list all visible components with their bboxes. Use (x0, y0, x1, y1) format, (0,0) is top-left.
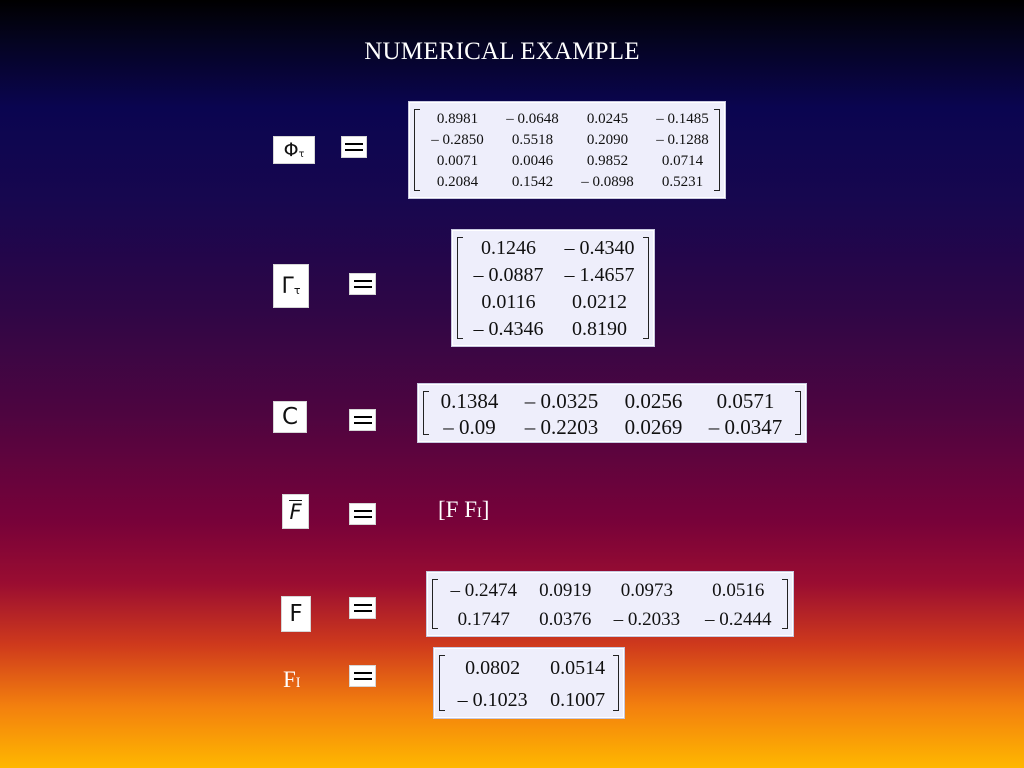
gamma-matrix (452, 230, 654, 346)
matrix-cell: 0.0919 (539, 579, 592, 601)
matrix-row (445, 684, 615, 716)
matrix-row (420, 172, 720, 193)
f-matrix (427, 572, 793, 636)
matrix-cell: 0.0212 (572, 291, 627, 313)
matrix-row (445, 652, 615, 684)
matrix-cell: 0.0071 (436, 153, 479, 169)
matrix-cell: 0.0376 (539, 608, 592, 630)
equals-icon (349, 597, 376, 619)
fbar-symbol: F (282, 494, 309, 529)
equals-icon (349, 503, 376, 525)
matrix-cell: 0.1384 (440, 388, 499, 413)
matrix-cell: 0.1542 (511, 174, 554, 190)
matrix-cell: 0.0973 (620, 579, 673, 601)
matrix-row (463, 316, 645, 343)
matrix-cell: 0.2090 (586, 132, 629, 148)
matrix-cell: 0.0046 (511, 153, 554, 169)
matrix-row (420, 130, 720, 151)
matrix-cell: – 1.4657 (564, 264, 635, 286)
matrix-cell: – 0.4340 (564, 237, 635, 259)
matrix-row (463, 289, 645, 316)
matrix-row (463, 235, 645, 262)
matrix-cell: 0.1246 (481, 237, 536, 259)
matrix-cell: – 0.1485 (656, 111, 709, 127)
matrix-row (420, 151, 720, 172)
matrix-cell: 0.0571 (716, 388, 775, 413)
matrix-cell: 0.1747 (457, 608, 510, 630)
matrix-cell: 0.0514 (550, 656, 606, 679)
matrix-row (429, 414, 797, 440)
c-symbol: C (273, 401, 307, 433)
matrix-cell: 0.0714 (661, 153, 704, 169)
equals-icon (341, 136, 367, 158)
c-matrix (418, 384, 806, 442)
fi-label: FI (283, 667, 301, 692)
matrix-cell: – 0.2474 (450, 579, 517, 601)
phi-matrix (409, 102, 725, 198)
matrix-cell: 0.0116 (481, 291, 536, 313)
matrix-cell: 0.5231 (661, 174, 704, 190)
gamma-symbol: Γ $_\tau$ (273, 264, 309, 308)
matrix-cell: – 0.0648 (506, 111, 559, 127)
equals-icon (349, 409, 376, 431)
equals-icon (349, 273, 376, 295)
slide-title: NUMERICAL EXAMPLE (364, 38, 640, 65)
matrix-row (463, 262, 645, 289)
matrix-cell: – 0.2203 (524, 414, 599, 439)
matrix-cell: – 0.0347 (708, 414, 783, 439)
f-symbol: F (281, 596, 311, 632)
matrix-cell: 0.0256 (624, 388, 683, 413)
fi-matrix (434, 648, 624, 718)
matrix-cell: 0.0802 (465, 656, 521, 679)
phi-symbol: Φ $_\tau$ (273, 136, 315, 164)
matrix-cell: 0.0245 (586, 111, 629, 127)
matrix-cell: 0.9852 (586, 153, 629, 169)
matrix-cell: 0.8981 (436, 111, 479, 127)
matrix-row (438, 605, 784, 634)
matrix-cell: 0.2084 (436, 174, 479, 190)
matrix-cell: – 0.0898 (581, 174, 634, 190)
matrix-cell: – 0.1288 (656, 132, 709, 148)
matrix-cell: 0.0269 (624, 414, 683, 439)
matrix-cell: – 0.09 (443, 414, 496, 439)
matrix-cell: 0.0516 (712, 579, 765, 601)
matrix-cell: – 0.2444 (705, 608, 772, 630)
matrix-cell: – 0.1023 (457, 688, 528, 711)
matrix-cell: – 0.2033 (613, 608, 681, 630)
matrix-row (438, 576, 784, 605)
matrix-row (429, 388, 797, 414)
fbar-value: [F FI] (438, 497, 490, 522)
matrix-cell: – 0.0325 (524, 388, 599, 413)
matrix-cell: 0.8190 (572, 318, 627, 340)
matrix-cell: 0.1007 (550, 688, 606, 711)
equals-icon (349, 665, 376, 687)
matrix-row (420, 109, 720, 130)
matrix-cell: – 0.4346 (473, 318, 544, 340)
matrix-cell: 0.5518 (511, 132, 554, 148)
matrix-cell: – 0.0887 (473, 264, 544, 286)
matrix-cell: – 0.2850 (431, 132, 484, 148)
